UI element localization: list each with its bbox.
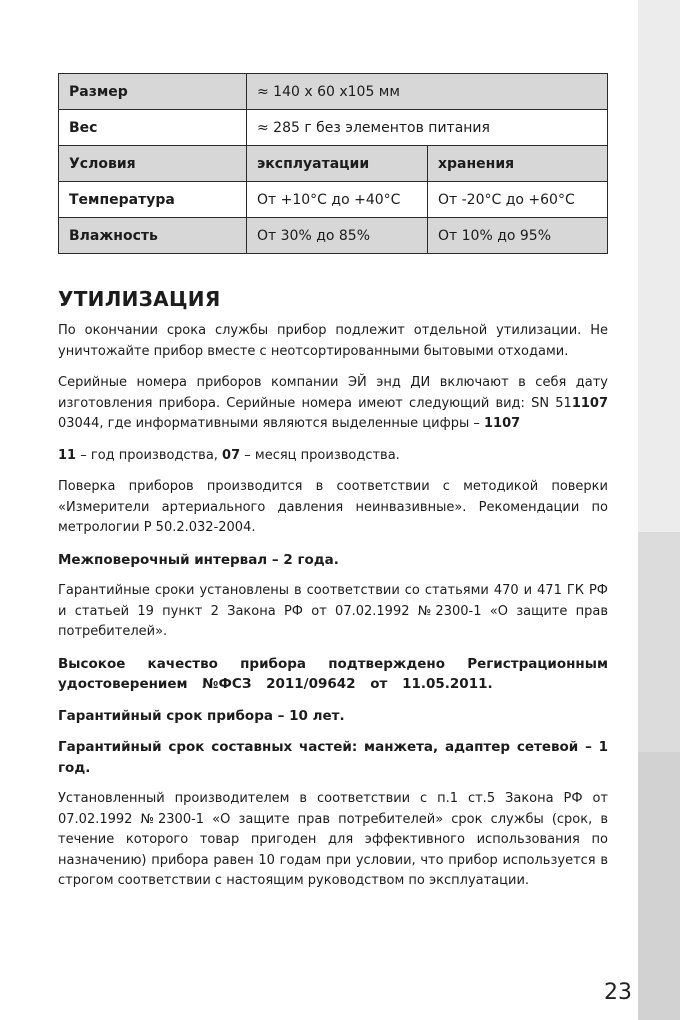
month-text: – месяц производства. [240, 447, 400, 463]
temperature-operation: От +10°С до +40°С [247, 182, 428, 218]
humidity-operation: От 30% до 85% [247, 218, 428, 254]
humidity-storage: От 10% до 95% [428, 218, 608, 254]
serial-highlight: 1107 [571, 395, 608, 411]
section-title: УТИЛИЗАЦИЯ [58, 287, 221, 311]
temperature-label: Температура [59, 182, 247, 218]
table-row-humidity [59, 218, 608, 254]
year-text: – год производства, [76, 447, 223, 463]
conditions-label: Условия [59, 146, 247, 182]
page-number: 23 [604, 980, 632, 1005]
paragraph-serial-decoding [58, 446, 608, 467]
side-tab [638, 0, 680, 1020]
year-code: 11 [58, 447, 77, 463]
side-tab-segment-active [638, 752, 680, 1020]
table-row-size [59, 74, 608, 110]
size-label: Размер [59, 74, 247, 110]
humidity-label: Влажность [59, 218, 247, 254]
specs-table [58, 73, 608, 254]
serial-highlight-2: 1107 [483, 416, 521, 431]
table-row-weight [59, 110, 608, 146]
conditions-storage: хранения [428, 146, 608, 182]
weight-value: ≈ 285 г без элементов питания [247, 110, 608, 146]
paragraph-service-life: Установленный производителем в соответствии с п.1 ст.5 Закона РФ от 07.02.1992 №2300-1 «О защите прав потребителей» срок службы (срок, в течение которого товар пригоден для эффективного использования по назначению) прибора равен 10 годам при условии, что прибор используется в строгом соответствии с настоящим руководством по эксплуатации. [58, 791, 608, 888]
table-row-conditions [59, 146, 608, 182]
paragraph-calibration-interval: Межповерочный интервал – 2 года. [58, 551, 339, 568]
table-row-temperature [59, 182, 608, 218]
section-body [58, 321, 608, 903]
side-tab-segment [638, 532, 680, 752]
weight-label: Вес [59, 110, 247, 146]
paragraph-registration: Высокое качество прибора подтверждено Регистрационным удостоверением №ФСЗ 2011/09642 от 11.05.2011. [58, 655, 608, 692]
size-value: ≈ 140 х 60 х105 мм [247, 74, 608, 110]
month-code: 07 [222, 447, 241, 463]
paragraph-disposal: По окончании срока службы прибор подлежит отдельной утилизации. Не уничтожайте прибор вместе с неотсортированными бытовыми отходами. [58, 323, 608, 359]
paragraph-warranty-basis: Гарантийные сроки установлены в соответствии со статьями 470 и 471 ГК РФ и статьей 19 пункт 2 Закона РФ от 07.02.1992 №2300-1 «О защите прав потребителей». [58, 583, 608, 639]
paragraph-verification: Поверка приборов производится в соответствии с методикой поверки «Измерители артериального давления неинвазивные». Рекомендации по метрологии Р 50.2.032-2004. [58, 479, 608, 535]
paragraph-parts-warranty: Гарантийный срок составных частей: манжета, адаптер сетевой – 1 год. [58, 739, 608, 776]
conditions-operation: эксплуатации [247, 146, 428, 182]
temperature-storage: От -20°С до +60°С [428, 182, 608, 218]
paragraph-device-warranty: Гарантийный срок прибора – 10 лет. [58, 707, 345, 724]
serial-text: Серийные номера приборов компании ЭЙ энд ДИ включают в себя дату изготовления прибора. Серийные номера имеют следующий вид: SN 51 [58, 375, 608, 411]
paragraph-serial-numbers [58, 373, 608, 435]
serial-text-2: 03044, где информативными являются выделенные цифры – [58, 416, 484, 431]
